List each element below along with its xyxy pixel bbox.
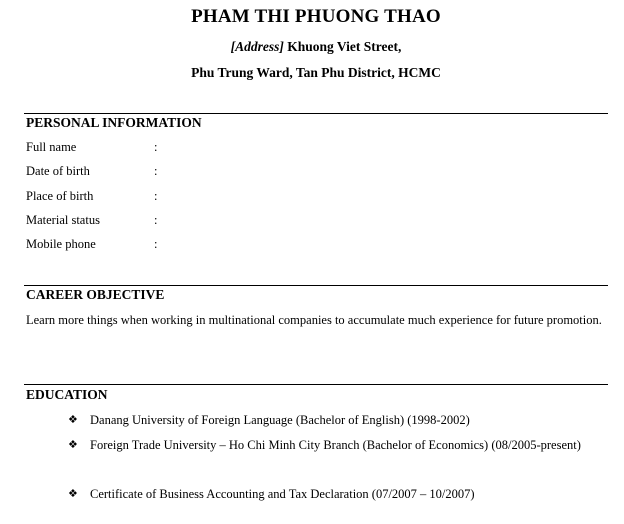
- field-separator: :: [154, 164, 158, 178]
- address-label: [Address]: [230, 39, 284, 54]
- field-separator: :: [154, 189, 158, 203]
- section-divider: [24, 285, 608, 286]
- section-divider: [24, 113, 608, 114]
- field-label-place-of-birth: Place of birth: [26, 189, 94, 203]
- candidate-name: PHAM THI PHUONG THAO: [191, 6, 441, 27]
- education-item: [68, 433, 608, 457]
- field-label-full-name: Full name: [26, 140, 77, 154]
- education-item: [68, 408, 608, 432]
- address-line-2: Phu Trung Ward, Tan Phu District, HCMC: [191, 65, 441, 80]
- career-objective-text: Learn more things when working in multinational companies to accumulate much experience for future promotion.: [26, 313, 602, 327]
- education-item: [68, 482, 608, 506]
- address-street: Khuong Viet Street,: [283, 39, 402, 54]
- field-separator: :: [154, 213, 158, 227]
- diamond-bullet-icon: ❖: [68, 487, 78, 500]
- field-separator: :: [154, 140, 158, 154]
- field-label-date-of-birth: Date of birth: [26, 164, 90, 178]
- section-title-education: EDUCATION: [26, 387, 108, 402]
- address-line-1: [0, 39, 624, 55]
- diamond-bullet-icon: ❖: [68, 438, 78, 451]
- section-divider: [24, 384, 608, 385]
- education-item-text: Danang University of Foreign Language (Bachelor of English) (1998-2002): [90, 413, 470, 427]
- education-item-text: Certificate of Business Accounting and Tax Declaration (07/2007 – 10/2007): [90, 487, 475, 501]
- section-title-career: CAREER OBJECTIVE: [26, 287, 165, 302]
- field-separator: :: [154, 237, 158, 251]
- diamond-bullet-icon: ❖: [68, 413, 78, 426]
- education-item-text: Foreign Trade University – Ho Chi Minh City Branch (Bachelor of Economics) (08/2005-present): [90, 438, 581, 452]
- field-label-material-status: Material status: [26, 213, 100, 227]
- field-label-mobile-phone: Mobile phone: [26, 237, 96, 251]
- section-title-personal: PERSONAL INFORMATION: [26, 115, 202, 130]
